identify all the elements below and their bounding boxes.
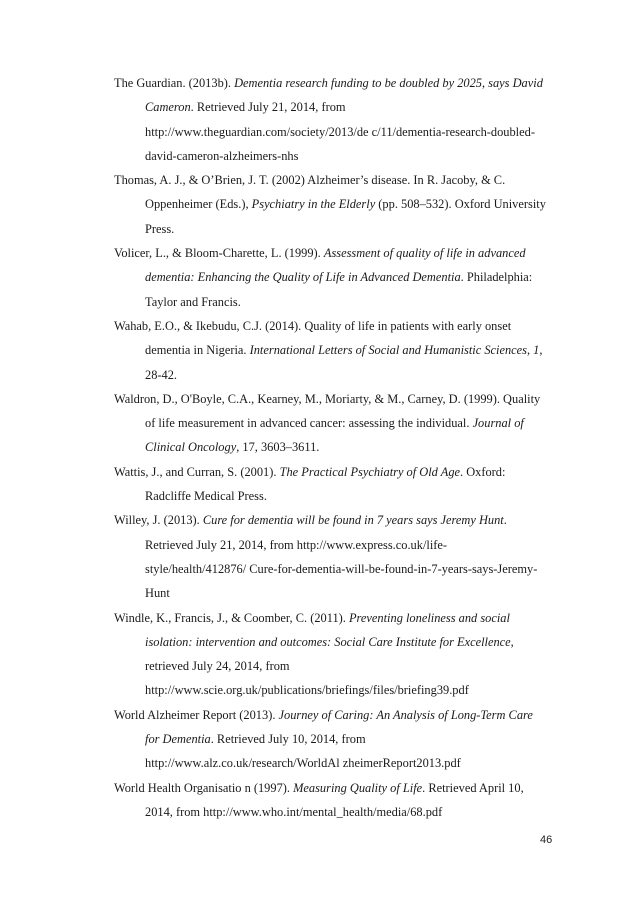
reference-line [114, 411, 562, 435]
reference-text: Volicer, L., & Bloom-Charette, L. (1999). [114, 246, 324, 261]
reference-text: 28-42. [145, 367, 178, 382]
reference-line [114, 168, 562, 192]
reference-text: Radcliffe Medical Press. [145, 489, 267, 504]
reference-line [114, 460, 562, 484]
reference-italic-text: The Practical Psychiatry of Old Age [279, 464, 461, 479]
reference-entry [114, 776, 562, 825]
reference-line [114, 290, 562, 314]
reference-italic-text: isolation: intervention and outcomes: Social Care Institute for Excellence [145, 634, 511, 649]
reference-line [114, 703, 562, 727]
reference-line [114, 776, 562, 800]
reference-line [114, 314, 562, 338]
reference-text: dementia in Nigeria. [145, 343, 250, 358]
reference-line [114, 192, 562, 216]
reference-text: . Philadelphia: [460, 270, 533, 285]
reference-entry [114, 387, 562, 460]
reference-italic-text: Clinical Oncology [145, 440, 237, 455]
reference-line [114, 533, 562, 557]
reference-line [114, 241, 562, 265]
reference-text: World Health Organisatio n (1997). [114, 780, 294, 795]
reference-line [114, 581, 562, 605]
reference-italic-text: Preventing loneliness and social [348, 610, 510, 625]
reference-entry [114, 241, 562, 314]
reference-text: , 17, 3603–3611. [236, 440, 320, 455]
reference-line [114, 265, 562, 289]
reference-text: , [539, 343, 543, 358]
reference-entry [114, 168, 562, 241]
reference-line [114, 727, 562, 751]
reference-line [114, 95, 562, 119]
reference-line [114, 800, 562, 824]
reference-list [114, 71, 562, 824]
reference-line [114, 363, 562, 387]
reference-line [114, 678, 562, 702]
reference-text: Press. [145, 221, 175, 236]
reference-text: retrieved July 24, 2014, from [145, 659, 290, 674]
reference-entry [114, 508, 562, 605]
reference-text: . Retrieved April 10, [422, 780, 524, 795]
reference-text: of life measurement in advanced cancer: assessing the individual. [145, 416, 473, 431]
reference-text: Oppenheimer (Eds.), [145, 197, 252, 212]
reference-text: World Alzheimer Report (2013). [114, 707, 279, 722]
reference-entry [114, 703, 562, 776]
reference-italic-text: Dementia research funding to be doubled by 2025, says David [234, 76, 543, 90]
reference-text: . Oxford: [460, 464, 506, 479]
reference-entry [114, 314, 562, 387]
reference-line [114, 387, 562, 411]
reference-line [114, 751, 562, 775]
reference-line [114, 508, 562, 532]
reference-text: Thomas, A. J., & O’Brien, J. T. (2002) Alzheimer’s disease. In R. Jacoby, & C. [114, 173, 506, 188]
reference-italic-text: Journey of Caring: An Analysis of Long-Term Care [278, 707, 533, 722]
reference-line [114, 557, 562, 581]
reference-text: david-cameron-alzheimers-nhs [145, 148, 299, 163]
reference-line [114, 484, 562, 508]
reference-text: Wattis, J., and Curran, S. (2001). [114, 464, 280, 479]
reference-line [114, 435, 562, 459]
reference-italic-text: for Dementia [145, 732, 211, 747]
reference-italic-text: International Letters of Social and Humanistic Sciences, 1 [249, 343, 540, 358]
reference-entry [114, 71, 562, 168]
reference-line [114, 120, 562, 144]
reference-text: http://www.scie.org.uk/publications/briefings/files/briefing39.pdf [145, 683, 469, 698]
reference-text: . [503, 513, 507, 528]
reference-italic-text: dementia: Enhancing the Quality of Life in Advanced Dementia [145, 270, 461, 285]
reference-text: The Guardian. (2013b). [114, 76, 235, 90]
reference-line [114, 144, 562, 168]
reference-text: , [510, 634, 514, 649]
reference-entry [114, 460, 562, 509]
reference-text: . Retrieved July 10, 2014, from [210, 732, 366, 747]
reference-text: Hunt [145, 586, 170, 601]
reference-text: Willey, J. (2013). [114, 513, 203, 528]
reference-line [114, 606, 562, 630]
reference-text: http://www.alz.co.uk/research/WorldAl zheimerReport2013.pdf [145, 756, 461, 771]
reference-italic-text: Journal of [472, 416, 524, 431]
reference-entry [114, 606, 562, 703]
reference-line [114, 71, 562, 95]
reference-text: Wahab, E.O., & Ikebudu, C.J. (2014). Quality of life in patients with early onset [114, 318, 512, 333]
reference-text: Retrieved July 21, 2014, from http://www.express.co.uk/life- [145, 537, 448, 552]
reference-text: http://www.theguardian.com/society/2013/de c/11/dementia-research-doubled- [145, 124, 535, 139]
reference-line [114, 338, 562, 362]
reference-line [114, 630, 562, 654]
reference-text: Windle, K., Francis, J., & Coomber, C. (2011). [114, 610, 349, 625]
reference-italic-text: Cure for dementia will be found in 7 years says Jeremy Hunt [202, 513, 504, 528]
reference-text: Taylor and Francis. [145, 294, 241, 309]
reference-line [114, 217, 562, 241]
page-number: 46 [540, 834, 553, 846]
reference-italic-text: Psychiatry in the Elderly [251, 197, 376, 212]
reference-italic-text: Cameron [145, 100, 191, 115]
reference-text: 2014, from http://www.who.int/mental_health/media/68.pdf [145, 804, 443, 819]
reference-text: (pp. 508–532). Oxford University [375, 197, 546, 212]
reference-italic-text: Measuring Quality of Life [293, 780, 423, 795]
reference-line [114, 654, 562, 678]
reference-text: style/health/412876/ Cure-for-dementia-will-be-found-in-7-years-says-Jeremy- [145, 561, 538, 576]
reference-text: Waldron, D., O'Boyle, C.A., Kearney, M., Moriarty, & M., Carney, D. (1999). Quality [114, 391, 541, 406]
reference-italic-text: Assessment of quality of life in advanced [323, 246, 526, 261]
reference-text: . Retrieved July 21, 2014, from [190, 100, 346, 115]
